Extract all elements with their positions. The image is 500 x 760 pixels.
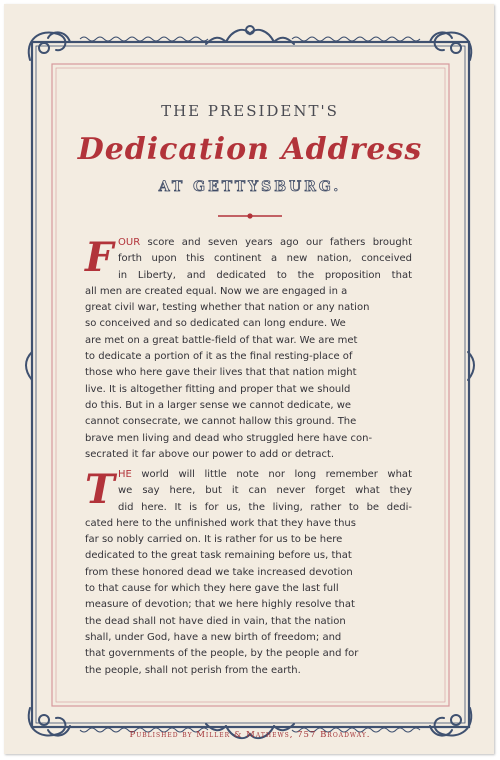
ornamental-divider xyxy=(218,211,282,221)
paragraph-line: did here. It is for us, the living, rather to be dedi- xyxy=(118,501,412,513)
paragraph-line: cated here to the unfinished work that they have thus xyxy=(85,517,356,529)
line-text: score and seven years ago our fathers brought xyxy=(147,237,412,248)
paragraph-line: we say here, but it can never forget what they xyxy=(118,485,412,497)
first-word: OUR xyxy=(118,237,141,248)
paragraph-line: measure of devotion; that we here highly resolve that xyxy=(85,599,355,611)
paragraph-line xyxy=(118,235,412,251)
paragraph-line: great civil war, testing whether that nation or any nation xyxy=(85,302,370,314)
paragraph-line: shall, under God, have a new birth of freedom; and xyxy=(85,631,342,643)
paragraph-line: that governments of the people, by the people and for xyxy=(85,648,359,660)
paragraph-line: the people, shall not perish from the earth. xyxy=(85,664,301,676)
title-main: Dedication Address xyxy=(77,132,423,167)
paragraph-line: so conceived and so dedicated can long endure. We xyxy=(85,318,346,330)
paragraph-line: live. It is altogether fitting and proper that we should xyxy=(85,383,351,395)
line-text: world will little note nor long remember what xyxy=(141,469,412,480)
paragraph-line: to dedicate a portion of it as the final resting-place of xyxy=(85,351,353,363)
paragraph-line: the dead shall not have died in vain, that the nation xyxy=(85,615,346,627)
paragraph-line: to that cause for which they here gave the last full xyxy=(85,583,339,595)
paragraph-1 xyxy=(85,235,412,463)
paragraph-line: dedicated to the great task remaining before us, that xyxy=(85,550,352,562)
paragraph-line: forth upon this continent a new nation, conceived xyxy=(118,253,412,265)
paragraph-line: far so nobly carried on. It is rather for us to be here xyxy=(85,534,343,546)
first-word: HE xyxy=(118,469,132,480)
paragraph-line: those who here gave their lives that that nation might xyxy=(85,367,357,379)
title-subtitle: AT GETTYSBURG. xyxy=(158,179,342,195)
paragraph-line: do this. But in a larger sense we cannot dedicate, we xyxy=(85,399,352,411)
publisher-imprint: Published by Miller & Mathews, 757 Broadway. xyxy=(129,730,371,740)
paragraph-line: secrated it far above our power to add or detract. xyxy=(85,448,335,460)
dropcap-t: T xyxy=(85,466,115,513)
paragraph-line: cannot consecrate, we cannot hallow this ground. The xyxy=(85,416,357,428)
paragraph-line: all men are created equal. Now we are engaged in a xyxy=(85,285,348,297)
paragraph-line: brave men living and dead who struggled here have con- xyxy=(85,432,373,444)
paragraph-line: in Liberty, and dedicated to the proposition that xyxy=(118,269,412,281)
paragraph-line xyxy=(118,467,412,483)
paragraph-line: are met on a great battle-field of that war. We are met xyxy=(85,334,358,346)
paragraph-line: from these honored dead we take increased devotion xyxy=(85,566,353,578)
title-top: THE PRESIDENT'S xyxy=(161,102,339,120)
dropcap-f: F xyxy=(85,234,114,281)
paragraph-2 xyxy=(85,467,412,679)
